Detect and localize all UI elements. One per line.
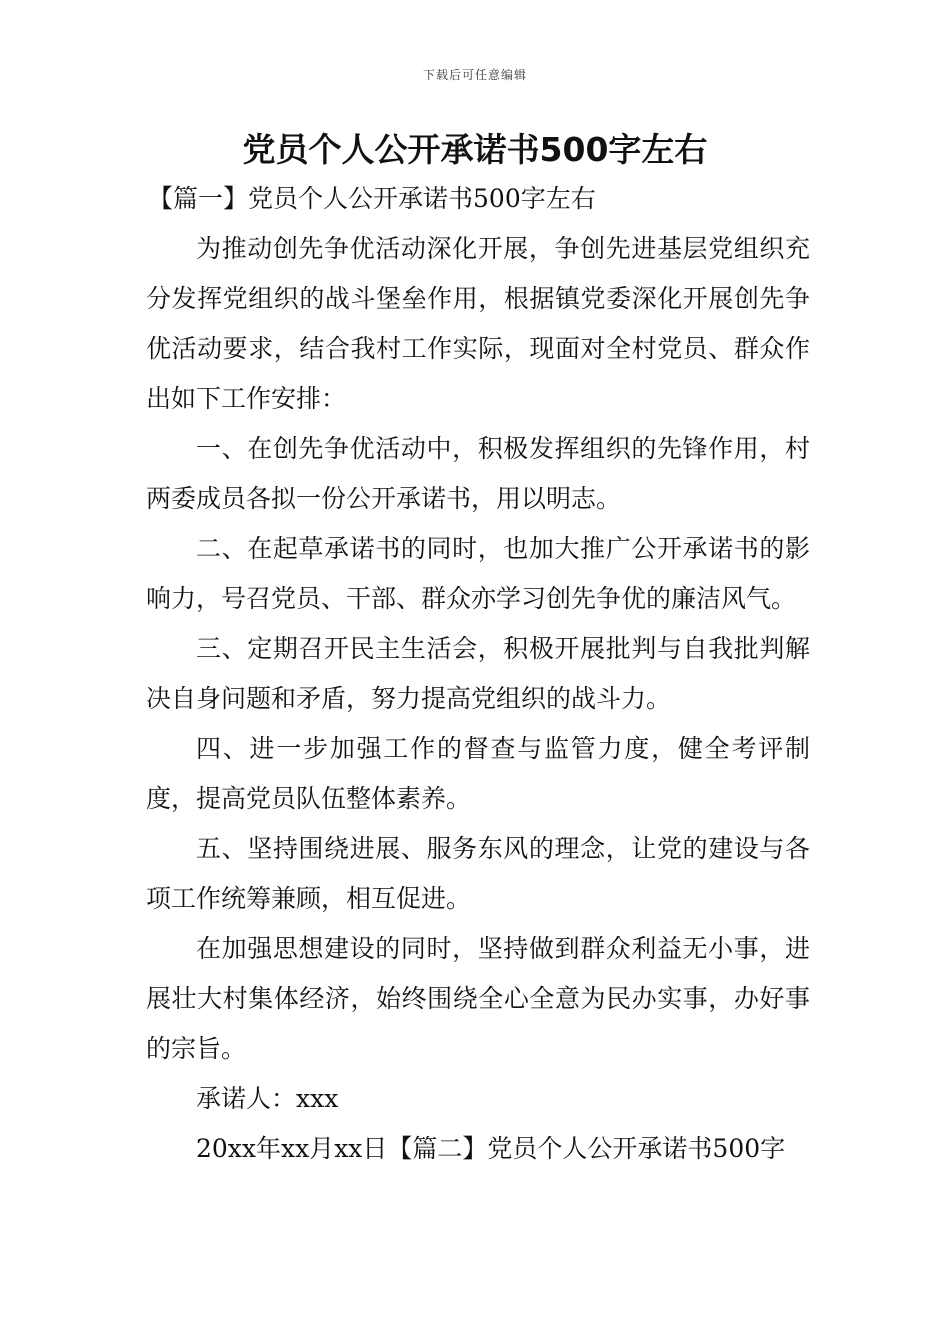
paragraph-closing: 在加强思想建设的同时，坚持做到群众利益无小事，进展壮大村集体经济，始终围绕全心全意为民办实事，办好事的宗旨。 (146, 934, 810, 1063)
document-body (146, 224, 810, 1174)
paragraph-item-2: 二、在起草承诺书的同时，也加大推广公开承诺书的影响力，号召党员、干部、群众亦学习创先争优的廉洁风气。 (146, 534, 810, 613)
paragraph-item-3: 三、定期召开民主生活会，积极开展批判与自我批判解决自身问题和矛盾，努力提高党组织的战斗力。 (146, 634, 810, 713)
paragraph-item-1: 一、在创先争优活动中，积极发挥组织的先锋作用，村两委成员各拟一份公开承诺书，用以明志。 (146, 434, 810, 513)
header-note: 下载后可任意编辑 (422, 68, 527, 82)
document-title: 党员个人公开承诺书500字左右 (242, 130, 708, 169)
signer-line: 承诺人：xxx (196, 1084, 339, 1113)
paragraph-item-5: 五、坚持围绕进展、服务东风的理念，让党的建设与各项工作统筹兼顾，相互促进。 (146, 834, 810, 913)
paragraph-item-4: 四、进一步加强工作的督查与监管力度，健全考评制度，提高党员队伍整体素养。 (146, 734, 810, 813)
paragraph-intro: 为推动创先争优活动深化开展，争创先进基层党组织充分发挥党组织的战斗堡垒作用，根据镇党委深化开展创先争优活动要求，结合我村工作实际，现面对全村党员、群众作出如下工作安排： (146, 234, 810, 413)
date-line: 20xx年xx月xx日【篇二】党员个人公开承诺书500字 (196, 1134, 786, 1163)
section-heading: 【篇一】党员个人公开承诺书500字左右 (148, 184, 596, 213)
